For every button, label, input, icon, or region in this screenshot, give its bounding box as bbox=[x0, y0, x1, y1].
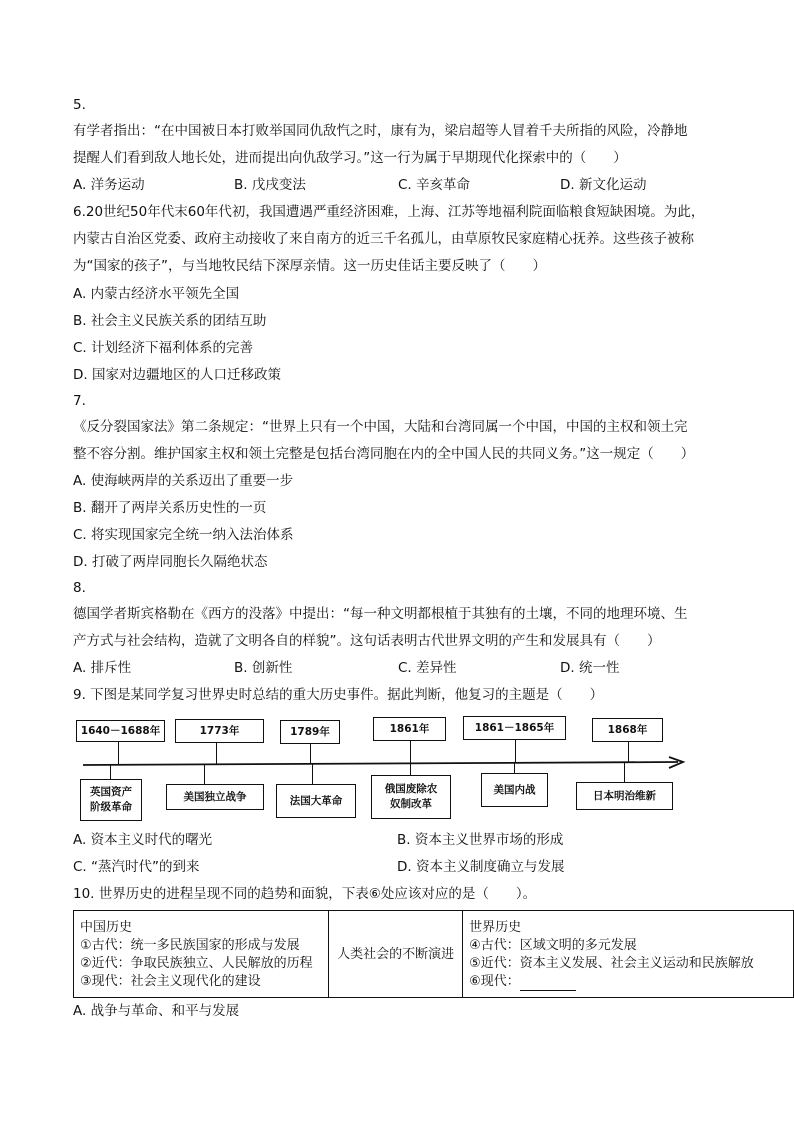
q9-option-b: B. 资本主义世界市场的形成 bbox=[397, 832, 564, 848]
table-middle-cell bbox=[329, 911, 463, 998]
q5-option-c: C. 辛亥革命 bbox=[398, 177, 471, 193]
table-world-history-cell bbox=[463, 911, 794, 998]
q9-stem: 9. 下图是某同学复习世界史时总结的重大历史事件。据此判断，他复习的主题是（ ） bbox=[73, 687, 604, 703]
q6-stem-line-2: 内蒙古自治区党委、政府主动接收了来自南方的近三千名孤儿，由草原牧民家庭精心抚养。这些孩子被称 bbox=[73, 231, 694, 247]
q7-option-d: D. 打破了两岸同胞长久隔绝状态 bbox=[73, 554, 268, 570]
timeline-date-4: 1861年 bbox=[373, 717, 446, 741]
timeline-date-1: 1640－1688年 bbox=[76, 720, 165, 742]
timeline-date-3: 1789年 bbox=[280, 720, 340, 744]
q5-option-b: B. 戊戌变法 bbox=[234, 177, 306, 193]
timeline-event-4: 俄国废除农 奴制改革 bbox=[371, 775, 451, 819]
q6-option-a: A. 内蒙古经济水平领先全国 bbox=[73, 286, 240, 302]
q7-option-c: C. 将实现国家完全统一纳入法治体系 bbox=[73, 527, 294, 543]
q5-stem-line-1: 有学者指出：“在中国被日本打败举国同仇敌忾之时，康有为，梁启超等人冒着千夫所指的风险，冷静地 bbox=[73, 123, 688, 139]
q8-stem-line-2: 产方式与社会结构，造就了文明各自的样貌”。这句话表明古代世界文明的产生和发展具有（ ） bbox=[73, 633, 661, 649]
q7-option-a: A. 使海峡两岸的关系迈出了重要一步 bbox=[73, 473, 294, 489]
q8-stem-line-1: 德国学者斯宾格勒在《西方的没落》中提出：“每一种文明都根植于其独有的土壤，不同的地理环境、生 bbox=[73, 606, 688, 622]
q8-option-d: D. 统一性 bbox=[560, 660, 620, 676]
q6-stem-line-1: 6.20世纪50年代末60年代初，我国遭遇严重经济困难，上海、江苏等地福利院面临粮食短缺困境。为此， bbox=[73, 204, 705, 220]
q9-option-a: A. 资本主义时代的曙光 bbox=[73, 832, 213, 848]
q5-option-d: D. 新文化运动 bbox=[560, 177, 647, 193]
answer-blank bbox=[520, 976, 576, 991]
table-middle-text: 人类社会的不断演进 bbox=[337, 947, 455, 962]
timeline-date-5: 1861－1865年 bbox=[463, 716, 566, 740]
q5-number: 5. bbox=[73, 97, 86, 113]
q6-option-b: B. 社会主义民族关系的团结互助 bbox=[73, 313, 267, 329]
timeline-event-6: 日本明治维新 bbox=[576, 782, 673, 810]
q7-stem-line-1: 《反分裂国家法》第二条规定：“世界上只有一个中国，大陆和台湾同属一个中国，中国的主权和领土完 bbox=[73, 419, 688, 435]
q8-option-b: B. 创新性 bbox=[234, 660, 293, 676]
q7-option-b: B. 翻开了两岸关系历史性的一页 bbox=[73, 500, 267, 516]
timeline-event-1: 英国资产 阶级革命 bbox=[80, 779, 142, 821]
q5-option-a: A. 洋务运动 bbox=[73, 177, 145, 193]
q5-stem-line-2: 提醒人们看到敌人地长处，进而提出向仇敌学习。”这一行为属于早期现代化探索中的（ ） bbox=[73, 150, 627, 166]
q10-table bbox=[73, 910, 794, 998]
q10-option-a: A. 战争与革命、和平与发展 bbox=[73, 1003, 240, 1019]
table-world-item-5: ⑤近代：资本主义发展、社会主义运动和民族解放 bbox=[469, 956, 754, 971]
timeline-date-2: 1773年 bbox=[175, 719, 264, 743]
q8-number: 8. bbox=[73, 580, 86, 596]
q7-number: 7. bbox=[73, 393, 86, 409]
table-china-item-1: ①古代：统一多民族国家的形成与发展 bbox=[80, 938, 300, 953]
q6-option-c: C. 计划经济下福利体系的完善 bbox=[73, 340, 254, 356]
q6-option-d: D. 国家对边疆地区的人口迁移政策 bbox=[73, 367, 281, 383]
q9-option-d: D. 资本主义制度确立与发展 bbox=[397, 859, 565, 875]
table-china-item-2: ②近代：争取民族独立、人民解放的历程 bbox=[80, 956, 313, 971]
q10-stem: 10. 世界历史的进程呈现不同的趋势和面貌，下表⑥处应该对应的是（ ）。 bbox=[73, 886, 537, 902]
q8-option-a: A. 排斥性 bbox=[73, 660, 132, 676]
table-world-item-6-row bbox=[469, 973, 787, 991]
table-china-history-cell bbox=[74, 911, 329, 998]
q9-option-c: C. “蒸汽时代”的到来 bbox=[73, 859, 200, 875]
q8-option-c: C. 差异性 bbox=[398, 660, 457, 676]
table-world-title: 世界历史 bbox=[469, 920, 522, 935]
table-china-title: 中国历史 bbox=[80, 920, 133, 935]
table-world-item-6: ⑥现代： bbox=[469, 974, 520, 989]
table-china-item-3: ③现代：社会主义现代化的建设 bbox=[80, 974, 261, 989]
timeline-event-3: 法国大革命 bbox=[276, 784, 356, 818]
q6-stem-line-3: 为“国家的孩子”，与当地牧民结下深厚亲情。这一历史佳话主要反映了（ ） bbox=[73, 258, 546, 274]
table-world-item-4: ④古代：区域文明的多元发展 bbox=[469, 938, 637, 953]
timeline-event-2: 美国独立战争 bbox=[166, 784, 264, 810]
timeline-date-6: 1868年 bbox=[592, 718, 663, 742]
q7-stem-line-2: 整不容分割。维护国家主权和领土完整是包括台湾同胞在内的全中国人民的共同义务。”这一规定（ ） bbox=[73, 446, 695, 462]
timeline-event-5: 美国内战 bbox=[481, 773, 548, 807]
